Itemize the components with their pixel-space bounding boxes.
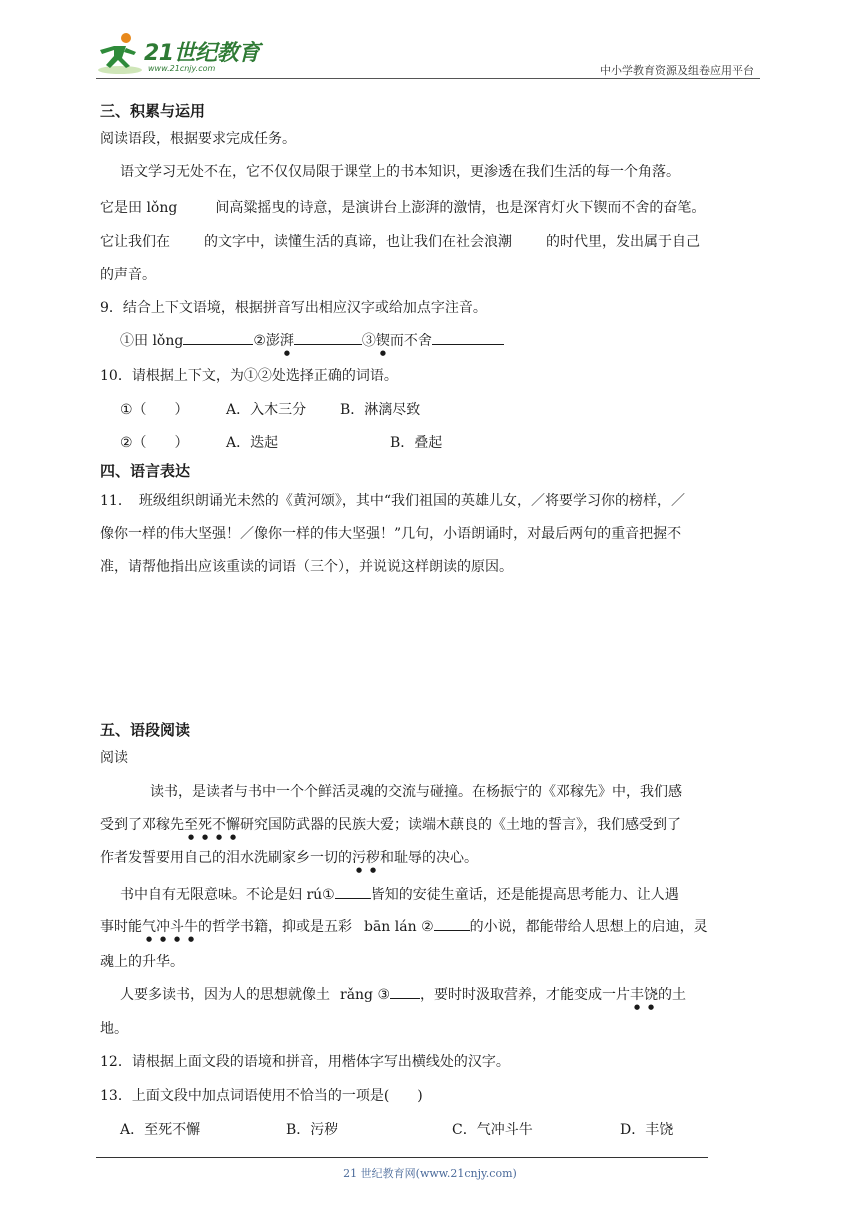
footer-divider [96,1157,708,1158]
text-span: 它是田 lǒng [100,200,178,216]
s3-para-line-4: 的声音。 [100,267,156,283]
text-span: 它让我们在 [100,234,170,250]
pinyin: bān lán [364,919,417,935]
q10-option-b[interactable]: B．叠起 [390,435,443,451]
q13-options [120,1119,673,1139]
text-span: 的小说，都能带给人思想上的启迪，灵 [469,919,708,935]
s5-para-2-line-2 [100,916,708,943]
header-tagline: 中小学教育资源及组卷应用平台 [600,64,754,77]
section-3-title: 三、积累与运用 [100,102,206,120]
text-span: 的哲学书籍，抑或是五彩 [198,919,352,935]
answer-blank[interactable] [294,330,362,345]
q10-row-1 [120,399,420,419]
q11-line-1: 11． 班级组织朗诵光未然的《黄河颂》，其中“我们祖国的英雄儿女，／将要学习你的榜样，／ [100,493,685,509]
section-4-title: 四、语言表达 [100,462,191,480]
q11-line-2: 像你一样的伟大坚强！／像你一样的伟大坚强！”几句，小语朗诵时，对最后两句的重音把握不 [100,526,682,542]
question-10: 10．请根据上下文，为①②处选择正确的词语。 [100,368,398,384]
s5-para-1-line-2 [100,814,681,841]
q13-option-c[interactable]: C．气冲斗牛 [452,1122,533,1138]
question-13: 13．上面文段中加点词语使用不恰当的一项是( ) [100,1088,423,1104]
s5-para-1-line-3 [100,847,478,874]
answer-blank[interactable] [183,330,253,345]
blank-number: ① [322,887,335,903]
dotted-phrase: 污秽 [352,850,380,866]
text-span: 间高粱摇曳的诗意，是演讲台上澎湃的激情，也是深宵灯火下锲而不舍的奋笔。 [215,200,706,216]
blank-number: ③ [377,987,391,1003]
dotted-phrase: 至死不懈 [184,817,240,833]
page-footer: 21 世纪教育网(www.21cnjy.com) [343,1167,517,1180]
dotted-char: 锲 [375,333,390,349]
q10-blank-2: ②（ ） [120,435,189,451]
text-span: 皆知的安徒生童话，还是能提高思考能力、让人遇 [370,887,679,903]
text-span: 事时能 [100,919,142,935]
text-span: 受到了邓稼先 [100,817,184,833]
q10-blank-1: ①（ ） [120,402,189,418]
q13-option-d[interactable]: D．丰饶 [620,1122,674,1138]
q10-option-a[interactable]: A．迭起 [226,435,279,451]
answer-blank[interactable] [432,330,504,345]
blank-number: ② [421,919,434,935]
s5-para-2-line-3: 魂上的升华。 [100,954,184,970]
s3-para-line-3 [100,231,700,251]
question-9: 9．结合上下文语境，根据拼音写出相应汉字或给加点字注音。 [100,300,487,316]
page-header [96,30,760,82]
text-span: 的土 [658,987,687,1003]
text-span: 而不舍 [389,333,432,349]
dotted-char: 湃 [279,333,294,349]
text-span: 书中自有无限意味。不论是妇 rú [120,887,323,903]
logo-url: www.21cnjy.com [148,64,216,73]
q13-option-b[interactable]: B．污秽 [286,1122,339,1138]
answer-blank[interactable] [390,984,420,999]
question-12: 12．请根据上面文段的语境和拼音，用楷体字写出横线处的汉字。 [100,1054,510,1070]
text-span: 的时代里，发出属于自己 [546,234,700,250]
text-span: ，要时时汲取营养，才能变成一片 [420,987,631,1003]
site-logo [96,30,266,78]
s5-para-1-line-1: 读书，是读者与书中一个个鲜活灵魂的交流与碰撞。在杨振宁的《邓稼先》中，我们感 [150,784,682,800]
s5-read-label: 阅读 [100,750,128,766]
text-span: 作者发誓要用自己的泪水洗刷家乡一切的 [100,850,352,866]
answer-blank[interactable] [434,916,470,931]
q10-row-2 [120,432,442,452]
s5-para-3-line-1 [120,984,686,1011]
s5-para-3-line-2: 地。 [100,1021,128,1037]
answer-blank[interactable] [335,884,371,899]
q9-item-1: ①田 lǒng [120,333,184,349]
q10-option-a[interactable]: A．入木三分 [226,402,307,418]
runner-logo-icon [96,30,144,76]
pinyin: rǎng [340,987,374,1003]
header-divider [96,78,760,79]
dotted-phrase: 气冲斗牛 [142,919,198,935]
text-span: 的文字中，读懂生活的真谛，也让我们在社会浪潮 [204,234,512,250]
s3-para-line-1: 语文学习无处不在，它不仅仅局限于课堂上的书本知识，更渗透在我们生活的每一个角落。 [120,164,680,180]
s3-para-line-2 [100,197,705,217]
s3-intro: 阅读语段，根据要求完成任务。 [100,131,296,147]
text-span: 人要多读书，因为人的思想就像土 [120,987,330,1003]
text-span: 和耻辱的决心。 [380,850,478,866]
logo-text: 21世纪教育 [144,41,260,66]
q9-answers [120,330,504,357]
q9-item-3: ③ [361,333,376,349]
q13-option-a[interactable]: A．至死不懈 [120,1122,201,1138]
section-5-title: 五、语段阅读 [100,721,191,739]
dotted-phrase: 丰饶 [630,987,659,1003]
q9-item-2: ②澎 [253,333,280,349]
q10-option-b[interactable]: B．淋漓尽致 [340,402,421,418]
q11-line-3: 准，请帮他指出应该重读的词语（三个），并说说这样朗读的原因。 [100,559,513,575]
s5-para-2-line-1 [120,884,679,904]
text-span: 研究国防武器的民族大爱；读端木蕻良的《土地的誓言》，我们感受到了 [240,817,681,833]
